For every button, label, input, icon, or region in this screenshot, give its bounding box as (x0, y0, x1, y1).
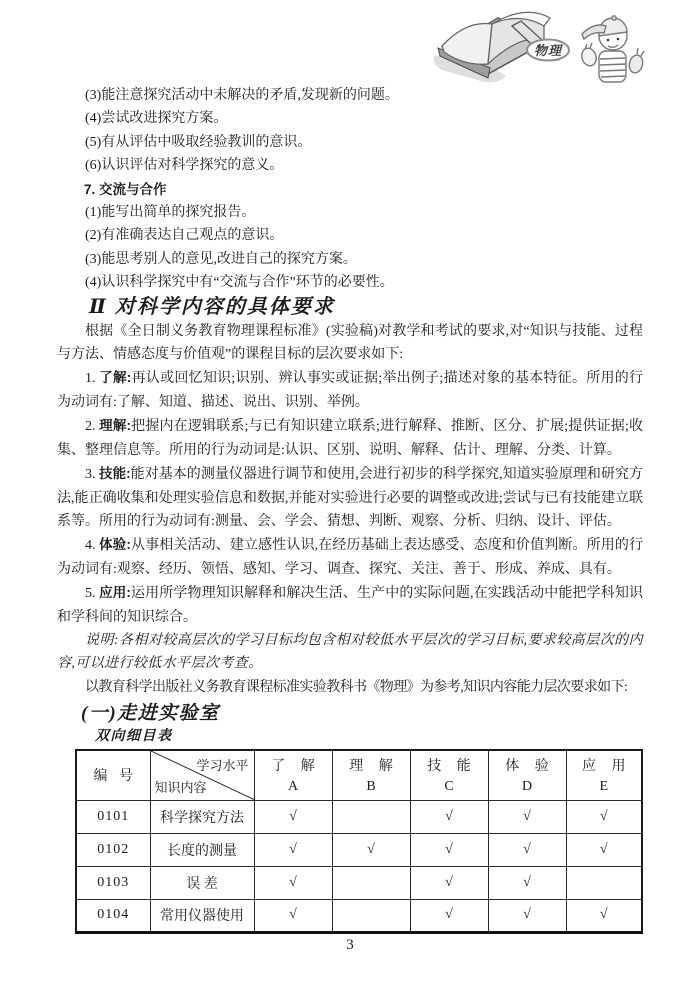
list-item: (3)能注意探究活动中未解决的矛盾,发现新的问题。 (85, 88, 399, 103)
check-cell (566, 866, 642, 899)
level-paragraph (57, 462, 643, 533)
level-term: 技能: (99, 466, 131, 482)
student-mascot-icon (580, 16, 645, 82)
row-id: 0101 (76, 800, 150, 833)
level-description: 把握内在逻辑联系;与已有知识建立联系;进行解释、推断、区分、扩展;提供证据;收集、整理信息等。所用的行为动词是:认识、区别、说明、解释、估计、理解、分类、计算。 (57, 419, 643, 458)
col-header-id: 编 号 (76, 750, 150, 800)
level-term: 应用: (99, 585, 131, 601)
check-cell: √ (254, 866, 332, 899)
corner-label-content: 知识内容 (154, 779, 207, 795)
level-term: 理解: (99, 418, 131, 434)
page-number: 3 (346, 937, 354, 953)
col-header-know: 了 解 A (254, 750, 332, 800)
check-cell (332, 800, 410, 833)
level-description: 能对基本的测量仪器进行调节和使用,会进行初步的科学探究,知道实验原理和研究方法,能正确收集和处理实验信息和数据,并能对实验进行必要的调整或改进;尝试与已有技能建立联系等。所用的行为动词有:测量、会、学会、猜想、判断、观察、分析、归纳、设计、评估。 (57, 467, 644, 529)
badge-label: 物理 (533, 43, 563, 58)
level-number: 4. (85, 538, 100, 554)
list-item: (2)有准确表达自己观点的意识。 (85, 228, 284, 244)
level-number: 1. (85, 371, 100, 387)
check-cell: √ (566, 899, 642, 932)
body-content (57, 84, 643, 934)
check-cell: √ (410, 800, 488, 833)
list-item: (3)能思考别人的意见,改进自己的探究方案。 (85, 251, 357, 267)
list-item: (1)能写出简单的探究报告。 (85, 205, 256, 221)
check-cell (332, 899, 410, 932)
row-id: 0103 (76, 866, 150, 899)
check-cell: √ (410, 866, 488, 899)
row-id: 0102 (76, 833, 150, 866)
row-topic: 长度的测量 (150, 833, 254, 866)
check-cell: √ (488, 800, 566, 833)
check-cell: √ (254, 833, 332, 866)
list-item: (4)认识科学探究中有“交流与合作”环节的必要性。 (85, 275, 394, 291)
check-cell: √ (566, 800, 642, 833)
table-row (76, 899, 642, 932)
check-cell: √ (254, 800, 332, 833)
col-header-experience: 体 验 D (488, 750, 566, 800)
physics-badge (527, 40, 569, 61)
level-paragraph (57, 414, 643, 462)
level-term: 了解: (99, 370, 132, 386)
check-cell: √ (254, 899, 332, 932)
list-item: (4)尝试改进探究方案。 (85, 111, 228, 127)
list-subheading: 7. 交流与合作 (84, 181, 167, 197)
header-illustration (428, 2, 676, 96)
table-row (76, 833, 642, 866)
check-cell: √ (410, 899, 488, 932)
level-term: 体验: (99, 537, 131, 553)
subsection-heading: (一)走进实验室 (81, 703, 220, 725)
row-topic: 误 差 (150, 866, 254, 899)
specification-table (75, 749, 643, 934)
level-description: 再认或回忆知识;识别、辨认事实或证据;举出例子;描述对象的基本特征。所用的行为动词有:了解、知道、描述、说出、识别、举例。 (57, 371, 643, 410)
table-row (76, 800, 642, 833)
col-header-apply: 应 用 E (566, 750, 642, 800)
table-label: 双向细目表 (95, 729, 173, 745)
row-topic: 科学探究方法 (150, 800, 254, 833)
check-cell (332, 866, 410, 899)
check-cell: √ (566, 833, 642, 866)
corner-label-level: 学习水平 (196, 758, 249, 774)
level-description: 运用所学物理知识解释和解决生活、生产中的实际问题,在实践活动中能把学科知识和学科间的知识综合。 (57, 586, 643, 625)
row-topic: 常用仪器使用 (150, 899, 254, 932)
corner-header-cell (150, 750, 254, 800)
check-cell: √ (488, 833, 566, 866)
check-cell: √ (332, 833, 410, 866)
level-paragraph (57, 366, 643, 414)
table-header-row (76, 750, 642, 800)
col-header-skill: 技 能 C (410, 750, 488, 800)
note-paragraph: 说明:各相对较高层次的学习目标均包含相对较低水平层次的学习目标,要求较高层次的内容,可以进行较低水平层次考查。 (57, 632, 643, 672)
table-row (76, 866, 642, 899)
check-cell: √ (488, 899, 566, 932)
level-description: 从事相关活动、建立感性认识,在经历基础上表达感受、态度和价值判断。所用的行为动词有:观察、经历、领悟、感知、学习、调查、探究、关注、善于、形成、养成、具有。 (57, 538, 643, 577)
level-number: 5. (85, 586, 100, 602)
list-item: (6)认识评估对科学探究的意义。 (85, 158, 284, 174)
list-item: (5)有从评估中吸取经验教训的意识。 (85, 134, 312, 150)
level-number: 3. (85, 467, 100, 483)
reference-paragraph: 以教育科学出版社义务教育课程标准实验教科书《物理》为参考,知识内容能力层次要求如下: (85, 679, 628, 695)
level-number: 2. (85, 419, 100, 435)
level-paragraph (57, 533, 643, 581)
check-cell: √ (410, 833, 488, 866)
level-paragraph (57, 581, 643, 629)
section-heading: Ⅱ 对科学内容的具体要求 (89, 295, 335, 318)
row-id: 0104 (76, 899, 150, 932)
check-cell: √ (488, 866, 566, 899)
intro-paragraph: 根据《全日制义务教育物理课程标准》(实验稿)对教学和考试的要求,对“知识与技能、过程与方法、情感态度与价值观”的课程目标的层次要求如下: (57, 323, 643, 363)
col-header-understand: 理 解 B (332, 750, 410, 800)
